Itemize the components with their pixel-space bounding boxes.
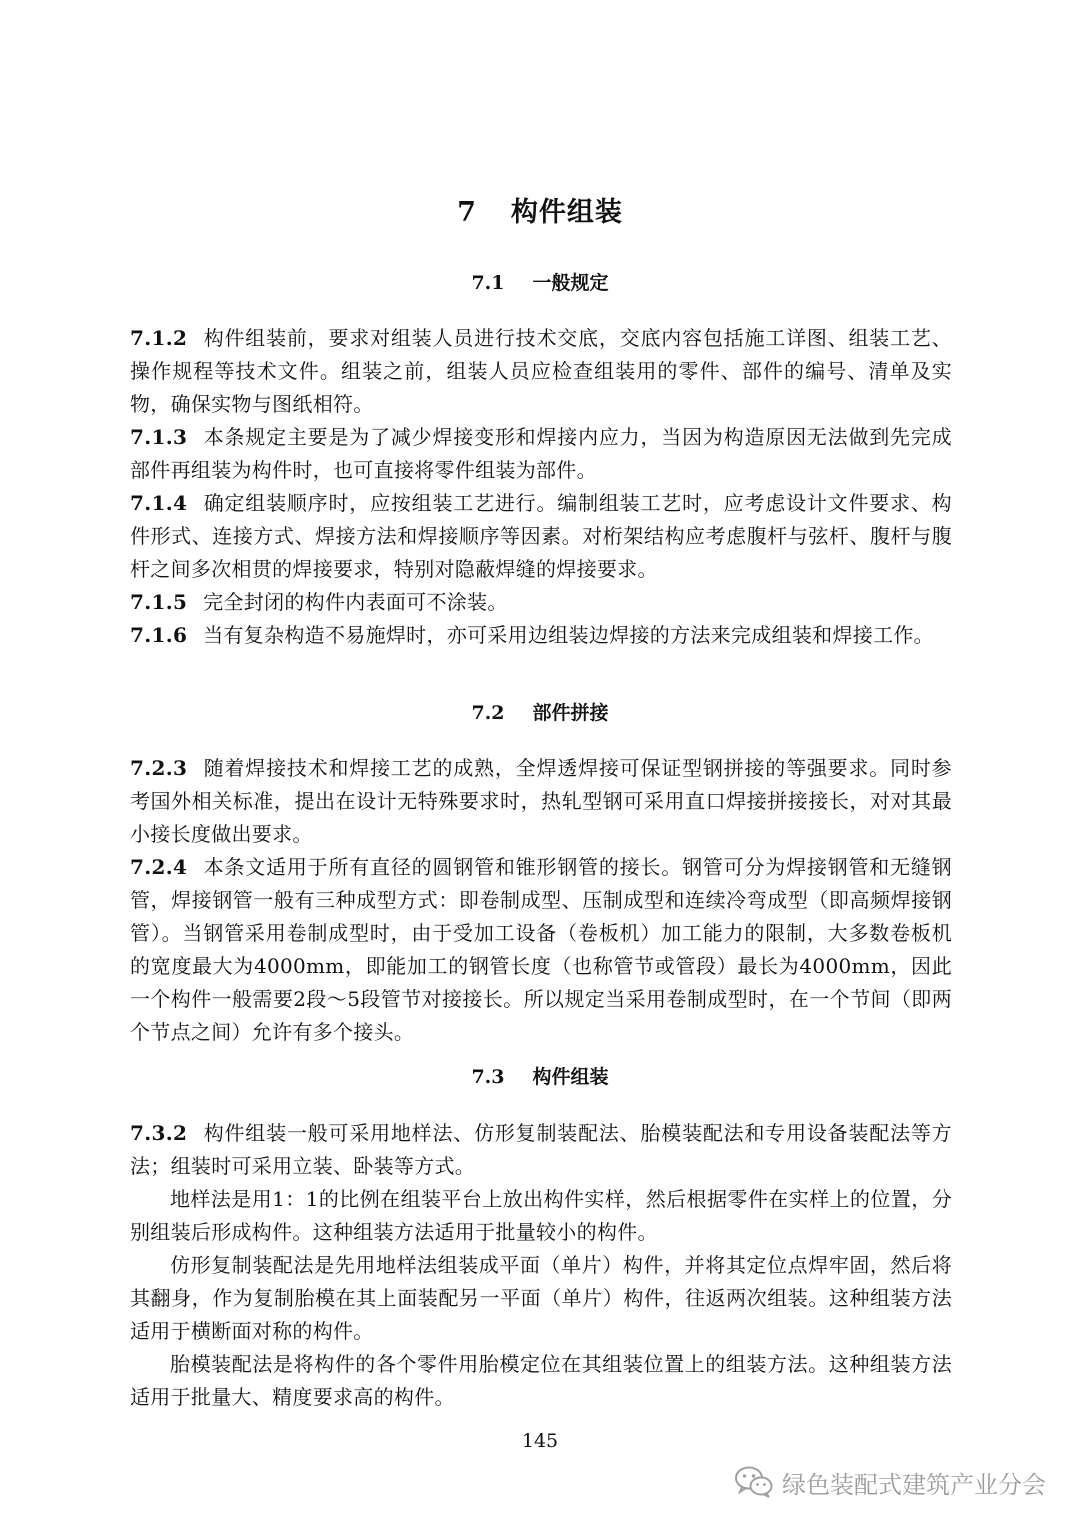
clause-number: 7.2.3: [130, 756, 188, 780]
chapter-number: 7: [457, 197, 477, 228]
clause-7-1-6: [130, 619, 952, 652]
clause-7-2-4: [130, 851, 952, 1049]
clause-text: 本条规定主要是为了减少焊接变形和焊接内应力，当因为构造原因无法做到先完成部件再组装为构件时，也可直接将零件组装为部件。: [130, 425, 952, 482]
clause-text: 当有复杂构造不易施焊时，亦可采用边组装边焊接的方法来完成组装和焊接工作。: [203, 623, 934, 647]
clause-7-2-3: [130, 752, 952, 851]
page-number: 145: [521, 1430, 559, 1452]
clause-text: 本条文适用于所有直径的圆钢管和锥形钢管的接长。钢管可分为焊接钢管和无缝钢管，焊接钢管一般有三种成型方式：即卷制成型、压制成型和连续冷弯成型（即高频焊接钢管）。当钢管采用卷制成型时，由于受加工设备（卷板机）加工能力的限制，大多数卷板机的宽度最大为4000mm，即能加工的钢管长度（也称管节或管段）最长为4000mm，因此一个构件一般需要2段～5段管节对接接长。所以规定当采用卷制成型时，在一个节间（即两个节点之间）允许有多个接头。: [130, 855, 952, 1044]
paragraph-profile-copy-method: 仿形复制装配法是先用地样法组装成平面（单片）构件，并将其定位点焊牢固，然后将其翻身，作为复制胎模在其上面装配另一平面（单片）构件，往返两次组装。这种组装方法适用于横断面对称的构件。: [130, 1253, 952, 1343]
clause-number: 7.1.4: [130, 491, 188, 515]
chapter-title-text: 构件组装: [510, 197, 623, 228]
clause-text: 构件组装一般可采用地样法、仿形复制装配法、胎模装配法和专用设备装配法等方法；组装时可采用立装、卧装等方式。: [130, 1121, 952, 1178]
clause-7-1-4: [130, 487, 952, 586]
paragraph-jig-assembly-method: 胎模装配法是将构件的各个零件用胎模定位在其组装位置上的组装方法。这种组装方法适用于批量大、精度要求高的构件。: [130, 1352, 952, 1409]
clause-text: 确定组装顺序时，应按组装工艺进行。编制组装工艺时，应考虑设计文件要求、构件形式、连接方式、焊接方法和焊接顺序等因素。对桁架结构应考虑腹杆与弦杆、腹杆与腹杆之间多次相贯的焊接要求，特别对隐蔽焊缝的焊接要求。: [130, 491, 952, 581]
section-number: 7.3: [471, 1066, 505, 1088]
paragraph-ground-sample-method: 地样法是用1：1的比例在组装平台上放出构件实样，然后根据零件在实样上的位置，分别组装后形成构件。这种组装方法适用于批量较小的构件。: [130, 1187, 952, 1244]
clause-7-1-5: [130, 586, 952, 619]
section-heading-7-1: [0, 268, 1080, 295]
clause-number: 7.1.3: [130, 425, 188, 449]
section-number: 7.1: [471, 272, 505, 294]
clause-text: 构件组装前，要求对组装人员进行技术交底，交底内容包括施工详图、组装工艺、操作规程等技术文件。组装之前，组装人员应检查组装用的零件、部件的编号、清单及实物，确保实物与图纸相符。: [130, 326, 952, 416]
clause-text: 完全封闭的构件内表面可不涂装。: [203, 590, 508, 614]
section-title: 一般规定: [532, 272, 609, 294]
clause-number: 7.1.5: [130, 590, 188, 614]
watermark-text: 绿色装配式建筑产业分会: [782, 1470, 1046, 1499]
clause-number: 7.2.4: [130, 855, 188, 879]
clause-7-1-2: [130, 322, 952, 421]
clause-text: 随着焊接技术和焊接工艺的成熟，全焊透焊接可保证型钢拼接的等强要求。同时参考国外相关标准，提出在设计无特殊要求时，热轧型钢可采用直口焊接拼接接长，对对其最小接长度做出要求。: [130, 756, 952, 846]
section-heading-7-3: [0, 1062, 1080, 1089]
clause-7-1-3: [130, 421, 952, 487]
watermark: [734, 1460, 1046, 1504]
clause-number: 7.3.2: [130, 1121, 188, 1145]
clause-number: 7.1.2: [130, 326, 188, 350]
chapter-title: [0, 190, 1080, 229]
clause-7-3-2: [130, 1117, 952, 1183]
section-title: 部件拼接: [532, 702, 609, 724]
section-heading-7-2: [0, 698, 1080, 725]
section-title: 构件组装: [532, 1066, 609, 1088]
wechat-icon: [734, 1465, 774, 1499]
clause-number: 7.1.6: [130, 623, 188, 647]
section-number: 7.2: [471, 702, 505, 724]
